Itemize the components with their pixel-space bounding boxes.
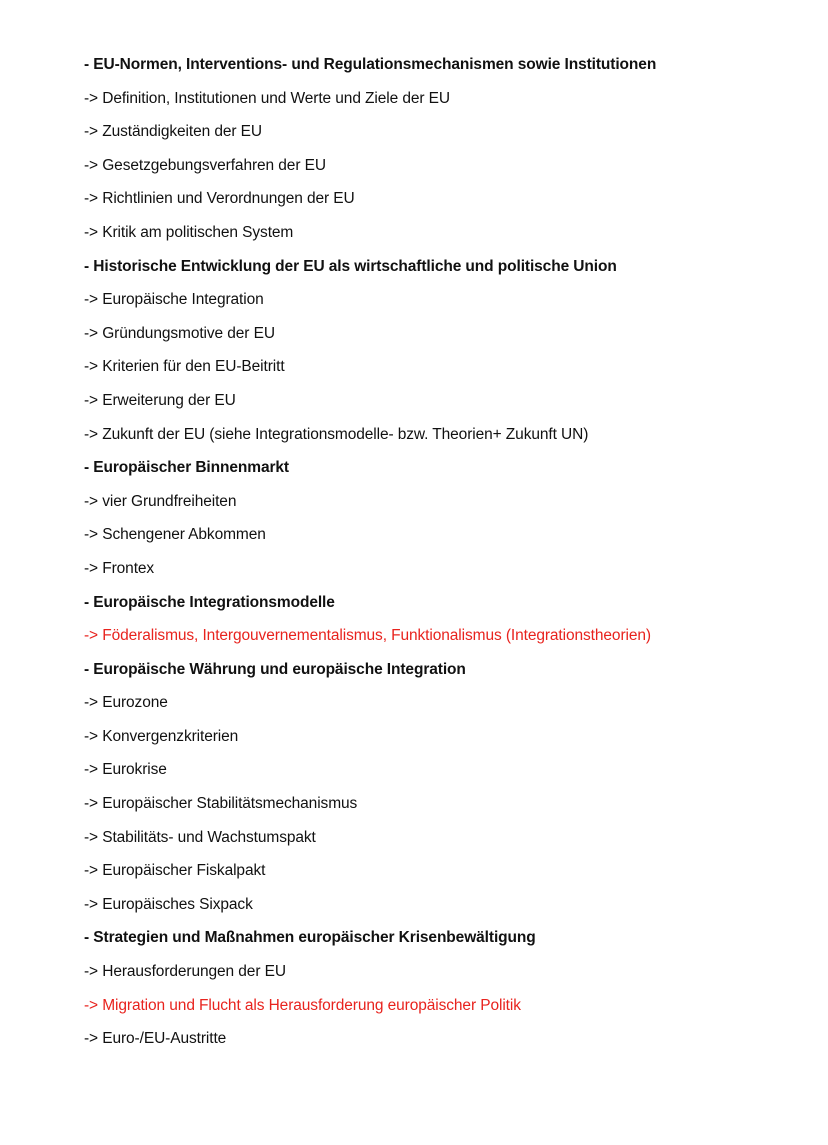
list-item: -> Frontex (84, 559, 155, 577)
list-item: -> Gründungsmotive der EU (84, 324, 275, 342)
list-item: -> Migration und Flucht als Herausforderung europäischer Politik (84, 996, 521, 1014)
list-item: -> Zuständigkeiten der EU (84, 123, 262, 141)
list-item: -> Kriterien für den EU-Beitritt (84, 358, 285, 376)
list-item: -> vier Grundfreiheiten (84, 492, 237, 510)
section-heading: - Strategien und Maßnahmen europäischer Krisenbewältigung (84, 929, 536, 947)
section-heading: - Europäischer Binnenmarkt (84, 459, 289, 477)
section-heading: - Europäische Integrationsmodelle (84, 593, 335, 611)
list-item: -> Stabilitäts- und Wachstumspakt (84, 828, 316, 846)
list-item: -> Eurokrise (84, 761, 167, 779)
list-item: -> Europäisches Sixpack (84, 895, 253, 913)
list-item: -> Euro-/EU-Austritte (84, 1030, 227, 1048)
list-item: -> Föderalismus, Intergouvernementalismus, Funktionalismus (Integrationstheorien) (84, 627, 651, 645)
list-item: -> Kritik am politischen System (84, 223, 294, 241)
list-item: -> Herausforderungen der EU (84, 963, 286, 981)
document-page (84, 48, 804, 1056)
section-heading: - Europäische Währung und europäische Integration (84, 660, 466, 678)
list-item: -> Gesetzgebungsverfahren der EU (84, 156, 326, 174)
list-item: -> Erweiterung der EU (84, 391, 236, 409)
list-item: -> Europäischer Stabilitätsmechanismus (84, 795, 358, 813)
section-heading: - EU-Normen, Interventions- und Regulationsmechanismen sowie Institutionen (84, 56, 657, 73)
list-item: -> Europäischer Fiskalpakt (84, 862, 266, 880)
list-item: -> Schengener Abkommen (84, 526, 266, 544)
list-item: -> Konvergenzkriterien (84, 727, 239, 745)
topic-list (84, 48, 804, 1056)
section-heading: - Historische Entwicklung der EU als wirtschaftliche und politische Union (84, 257, 617, 275)
list-item: -> Europäische Integration (84, 291, 264, 309)
list-item: -> Zukunft der EU (siehe Integrationsmodelle- bzw. Theorien+ Zukunft UN) (84, 425, 589, 443)
list-item: -> Eurozone (84, 694, 168, 712)
list-item: -> Richtlinien und Verordnungen der EU (84, 190, 355, 208)
list-item: -> Definition, Institutionen und Werte und Ziele der EU (84, 89, 450, 107)
